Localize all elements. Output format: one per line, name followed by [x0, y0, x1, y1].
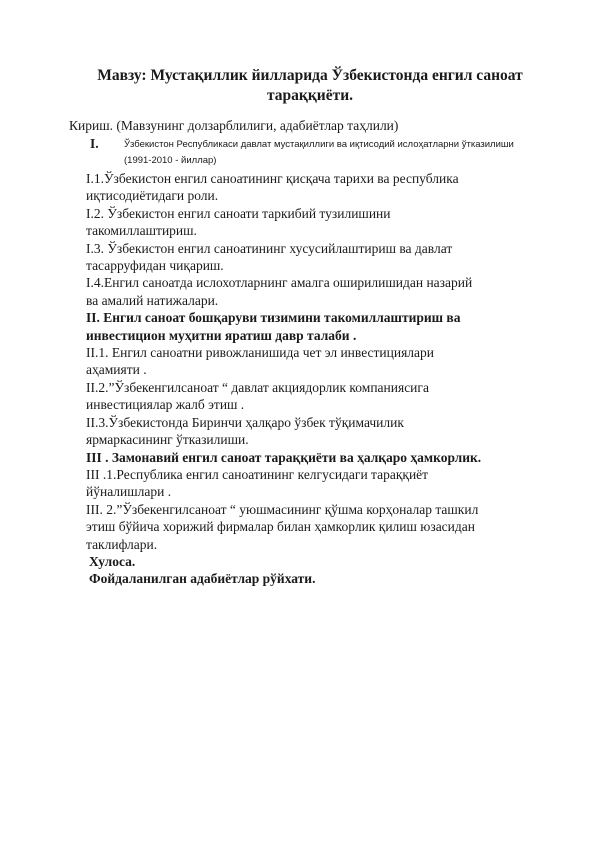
outline-item-iii2: [86, 501, 516, 553]
outline-line: этиш бўйича хорижий фирмалар билан ҳамкорлик қилиш юзасидан: [86, 519, 475, 535]
outline-line: III. 2.”Ўзбекенгилсаноат “ уюшмасининг қўшма корҳоналар ташкил: [86, 501, 479, 517]
outline-line: III . Замонавий енгил саноат тараққиёти ва ҳалқаро ҳамкорлик.: [86, 449, 482, 465]
outline-line: I.4.Енгил саноатда ислохотларнинг амалга оширилишидан назарий: [86, 275, 473, 291]
outline-line: II. Енгил саноат бошқаруви тизимини такомиллаштириш ва: [86, 310, 461, 326]
outline-line: I.1.Ўзбекистон енгил саноатининг қисқача тарихи ва республика: [86, 171, 459, 186]
section-1-title: [124, 137, 524, 169]
outline-line: ярмаркасининг ўтказилиши.: [86, 432, 249, 448]
outline-line: ва амалий натижалари.: [86, 292, 219, 308]
outline-body: [86, 170, 516, 588]
outline-item-i3: [86, 240, 516, 275]
outline-line: Хулоса.: [89, 553, 136, 569]
outline-item-i2: [86, 205, 516, 240]
outline-line: Фойдаланилган адабиётлар рўйхати.: [89, 571, 316, 587]
outline-item-references: [86, 570, 516, 587]
outline-line: аҳамияти .: [86, 362, 147, 378]
outline-item-i4: [86, 274, 516, 309]
outline-item-s2: [86, 309, 516, 344]
outline-item-iii1: [86, 466, 516, 501]
outline-line: I.2. Ўзбекистон енгил саноати таркибий тузилишини: [86, 205, 391, 221]
outline-line: II.1. Енгил саноатни ривожланишида чет эл инвестициялари: [86, 345, 435, 361]
outline-line: III .1.Республика енгил саноатининг келгусидаги тараққиёт: [86, 466, 429, 482]
title-line-2: тараққиёти.: [266, 87, 353, 104]
outline-line: тасарруфидан чиқариш.: [86, 258, 224, 274]
outline-item-i1: [86, 170, 516, 205]
title-line-1: Мавзу: Мустақиллик йилларида Ўзбекистонда енгил саноат: [97, 67, 523, 84]
outline-item-ii3: [86, 414, 516, 449]
outline-line: инвестициялар жалб этиш .: [86, 397, 245, 413]
outline-line: II.3.Ўзбекистонда Биринчи ҳалқаро ўзбек тўқимачилик: [86, 414, 404, 430]
section-1-title-line-1: Ўзбекистон Республикаси давлат мустақиллиги ва иқтисодий ислоҳатларни ўтказилиши: [124, 139, 514, 150]
section-1-number: I.: [90, 136, 99, 151]
outline-line: йўналишлари .: [86, 484, 172, 500]
outline-line: такомиллаштириш.: [86, 223, 197, 239]
section-1-title-line-2: (1991-2010 - йиллар): [124, 155, 217, 166]
outline-line: инвестицион муҳитни яратиш давр талаби .: [86, 327, 357, 343]
outline-line: II.2.”Ўзбекенгилсаноат “ давлат акциядорлик компаниясига: [86, 379, 429, 395]
outline-item-ii1: [86, 344, 516, 379]
intro-heading: Кириш. (Мавзунинг долзарблилиги, адабиётлар таҳлили): [69, 118, 399, 133]
document-title: [60, 66, 560, 106]
outline-item-conclusion: [86, 553, 516, 570]
outline-item-ii2: [86, 379, 516, 414]
outline-item-s3: [86, 449, 516, 466]
outline-line: иқтисодиётидаги роли.: [86, 188, 219, 204]
outline-line: I.3. Ўзбекистон енгил саноатининг хусусийлаштириш ва давлат: [86, 240, 453, 256]
outline-line: таклифлари.: [86, 536, 158, 552]
